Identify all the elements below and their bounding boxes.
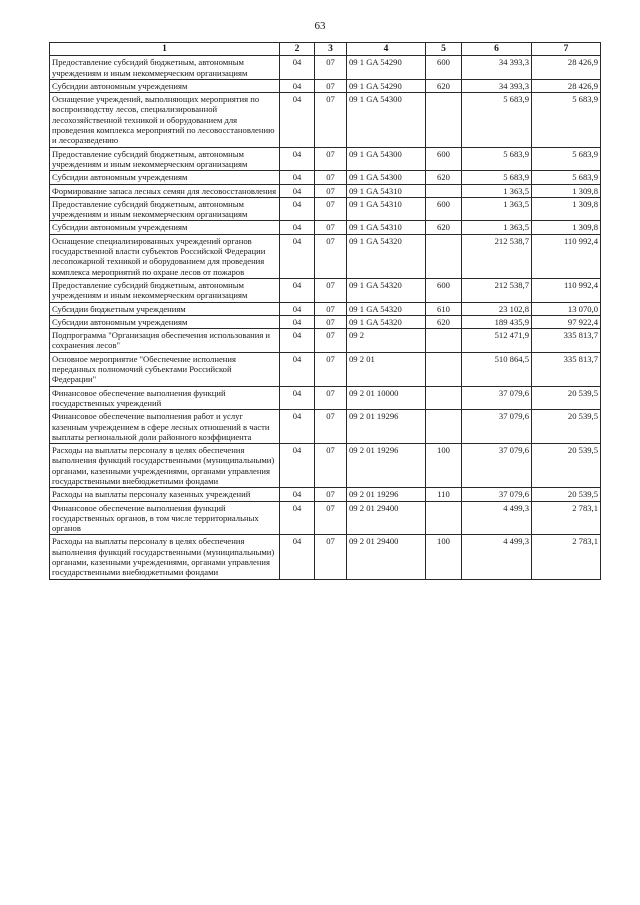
amount-executed: 13 070,0	[532, 302, 601, 315]
target-article-code: 09 2 01 29400	[347, 501, 426, 535]
row-name: Оснащение специализированных учреждений органов государственной власти субъектов Российской Федерации лесопожарной техникой и оборудованием для проведения комплекса мероприятий по охране лесов от пожаров	[50, 234, 280, 278]
row-name: Субсидии автономным учреждениям	[50, 315, 280, 328]
amount-planned: 189 435,9	[462, 315, 532, 328]
section-code: 04	[280, 488, 315, 501]
amount-planned: 5 683,9	[462, 171, 532, 184]
table-row	[50, 184, 601, 197]
column-header: 6	[462, 43, 532, 56]
amount-planned: 34 393,3	[462, 79, 532, 92]
subsection-code: 07	[315, 197, 347, 221]
amount-planned: 510 864,5	[462, 352, 532, 386]
table-row	[50, 329, 601, 353]
budget-table	[49, 42, 601, 580]
subsection-code: 07	[315, 315, 347, 328]
target-article-code: 09 2 01 29400	[347, 535, 426, 579]
table-row	[50, 352, 601, 386]
section-code: 04	[280, 386, 315, 410]
table-row	[50, 147, 601, 171]
amount-executed: 28 426,9	[532, 56, 601, 80]
row-name: Подпрограмма "Организация обеспечения использования и сохранения лесов"	[50, 329, 280, 353]
column-header: 7	[532, 43, 601, 56]
table-row	[50, 501, 601, 535]
subsection-code: 07	[315, 352, 347, 386]
subsection-code: 07	[315, 171, 347, 184]
expense-type-code	[426, 501, 462, 535]
target-article-code: 09 1 GA 54300	[347, 147, 426, 171]
expense-type-code: 600	[426, 278, 462, 302]
expense-type-code	[426, 184, 462, 197]
subsection-code: 07	[315, 386, 347, 410]
amount-planned: 1 363,5	[462, 197, 532, 221]
page-number: 63	[314, 20, 326, 32]
expense-type-code: 620	[426, 171, 462, 184]
table-row	[50, 171, 601, 184]
table-row	[50, 488, 601, 501]
table-row	[50, 79, 601, 92]
amount-planned: 5 683,9	[462, 147, 532, 171]
table-row	[50, 278, 601, 302]
expense-type-code: 110	[426, 488, 462, 501]
section-code: 04	[280, 184, 315, 197]
row-name: Субсидии бюджетным учреждениям	[50, 302, 280, 315]
amount-executed: 5 683,9	[532, 171, 601, 184]
amount-executed: 20 539,5	[532, 444, 601, 488]
section-code: 04	[280, 147, 315, 171]
table-row	[50, 410, 601, 444]
row-name: Субсидии автономным учреждениям	[50, 79, 280, 92]
column-header: 1	[50, 43, 280, 56]
row-name: Предоставление субсидий бюджетным, автономным учреждениям и иным некоммерческим организациям	[50, 56, 280, 80]
section-code: 04	[280, 329, 315, 353]
section-code: 04	[280, 197, 315, 221]
amount-executed: 20 539,5	[532, 488, 601, 501]
section-code: 04	[280, 410, 315, 444]
subsection-code: 07	[315, 79, 347, 92]
expense-type-code: 620	[426, 315, 462, 328]
subsection-code: 07	[315, 444, 347, 488]
row-name: Субсидии автономным учреждениям	[50, 171, 280, 184]
subsection-code: 07	[315, 184, 347, 197]
amount-executed: 97 922,4	[532, 315, 601, 328]
table-row	[50, 535, 601, 579]
row-name: Формирование запаса лесных семян для лесовосстановления	[50, 184, 280, 197]
amount-planned: 37 079,6	[462, 488, 532, 501]
target-article-code: 09 1 GA 54310	[347, 184, 426, 197]
target-article-code: 09 2 01	[347, 352, 426, 386]
subsection-code: 07	[315, 501, 347, 535]
table-row	[50, 56, 601, 80]
row-name: Расходы на выплаты персоналу в целях обеспечения выполнения функций государственными (муниципальными) органами, казенными учреждениями, органами управления государственными внебюджетными фондами	[50, 535, 280, 579]
amount-planned: 512 471,9	[462, 329, 532, 353]
table-row	[50, 444, 601, 488]
target-article-code: 09 1 GA 54320	[347, 278, 426, 302]
amount-executed: 1 309,8	[532, 197, 601, 221]
amount-executed: 335 813,7	[532, 352, 601, 386]
column-header: 5	[426, 43, 462, 56]
target-article-code: 09 2 01 19296	[347, 444, 426, 488]
target-article-code: 09 2 01 10000	[347, 386, 426, 410]
amount-planned: 4 499,3	[462, 535, 532, 579]
amount-executed: 5 683,9	[532, 147, 601, 171]
subsection-code: 07	[315, 278, 347, 302]
target-article-code: 09 1 GA 54310	[347, 197, 426, 221]
amount-planned: 1 363,5	[462, 184, 532, 197]
target-article-code: 09 1 GA 54300	[347, 93, 426, 147]
section-code: 04	[280, 352, 315, 386]
amount-executed: 110 992,4	[532, 278, 601, 302]
subsection-code: 07	[315, 147, 347, 171]
amount-planned: 212 538,7	[462, 278, 532, 302]
row-name: Оснащение учреждений, выполняющих мероприятия по воспроизводству лесов, специализированной лесохозяйственной техникой и оборудованием для проведения комплекса мероприятий по лесовосстановлению и лесоразведению	[50, 93, 280, 147]
amount-planned: 4 499,3	[462, 501, 532, 535]
expense-type-code	[426, 410, 462, 444]
subsection-code: 07	[315, 410, 347, 444]
target-article-code: 09 1 GA 54320	[347, 234, 426, 278]
table-row	[50, 234, 601, 278]
amount-planned: 37 079,6	[462, 410, 532, 444]
table-row	[50, 93, 601, 147]
expense-type-code	[426, 329, 462, 353]
row-name: Финансовое обеспечение выполнения функций государственных учреждений	[50, 386, 280, 410]
subsection-code: 07	[315, 488, 347, 501]
amount-executed: 335 813,7	[532, 329, 601, 353]
expense-type-code	[426, 386, 462, 410]
row-name: Основное мероприятие "Обеспечение исполнения переданных полномочий субъектами Российской Федерации"	[50, 352, 280, 386]
section-code: 04	[280, 278, 315, 302]
table-row	[50, 315, 601, 328]
target-article-code: 09 2 01 19296	[347, 410, 426, 444]
column-header: 2	[280, 43, 315, 56]
subsection-code: 07	[315, 302, 347, 315]
amount-planned: 37 079,6	[462, 444, 532, 488]
expense-type-code	[426, 352, 462, 386]
amount-planned: 212 538,7	[462, 234, 532, 278]
target-article-code: 09 1 GA 54320	[347, 315, 426, 328]
amount-planned: 34 393,3	[462, 56, 532, 80]
expense-type-code: 600	[426, 147, 462, 171]
row-name: Расходы на выплаты персоналу в целях обеспечения выполнения функций государственными (муниципальными) органами, казенными учреждениями, органами управления государственными внебюджетными фондами	[50, 444, 280, 488]
subsection-code: 07	[315, 535, 347, 579]
section-code: 04	[280, 79, 315, 92]
table-row	[50, 386, 601, 410]
amount-executed: 110 992,4	[532, 234, 601, 278]
table-row	[50, 197, 601, 221]
section-code: 04	[280, 501, 315, 535]
amount-planned: 1 363,5	[462, 221, 532, 234]
expense-type-code	[426, 234, 462, 278]
target-article-code: 09 1 GA 54290	[347, 79, 426, 92]
subsection-code: 07	[315, 56, 347, 80]
target-article-code: 09 1 GA 54310	[347, 221, 426, 234]
subsection-code: 07	[315, 93, 347, 147]
table-body	[50, 56, 601, 579]
row-name: Предоставление субсидий бюджетным, автономным учреждениям и иным некоммерческим организациям	[50, 197, 280, 221]
section-code: 04	[280, 535, 315, 579]
target-article-code: 09 2 01 19296	[347, 488, 426, 501]
expense-type-code	[426, 93, 462, 147]
target-article-code: 09 1 GA 54300	[347, 171, 426, 184]
column-header: 3	[315, 43, 347, 56]
row-name: Финансовое обеспечение выполнения работ и услуг казенным учреждением в сфере лесных отношений в части выплаты региональной доли районного коэффициента	[50, 410, 280, 444]
amount-executed: 1 309,8	[532, 221, 601, 234]
amount-executed: 20 539,5	[532, 386, 601, 410]
subsection-code: 07	[315, 329, 347, 353]
amount-executed: 20 539,5	[532, 410, 601, 444]
expense-type-code: 600	[426, 56, 462, 80]
amount-executed: 1 309,8	[532, 184, 601, 197]
section-code: 04	[280, 93, 315, 147]
section-code: 04	[280, 171, 315, 184]
section-code: 04	[280, 444, 315, 488]
section-code: 04	[280, 56, 315, 80]
expense-type-code: 620	[426, 79, 462, 92]
table-row	[50, 302, 601, 315]
row-name: Предоставление субсидий бюджетным, автономным учреждениям и иным некоммерческим организациям	[50, 278, 280, 302]
column-header: 4	[347, 43, 426, 56]
amount-executed: 5 683,9	[532, 93, 601, 147]
expense-type-code: 600	[426, 197, 462, 221]
amount-executed: 2 783,1	[532, 535, 601, 579]
expense-type-code: 620	[426, 221, 462, 234]
row-name: Финансовое обеспечение выполнения функций государственных органов, в том числе территориальных органов	[50, 501, 280, 535]
section-code: 04	[280, 315, 315, 328]
amount-planned: 5 683,9	[462, 93, 532, 147]
expense-type-code: 610	[426, 302, 462, 315]
section-code: 04	[280, 234, 315, 278]
section-code: 04	[280, 221, 315, 234]
amount-executed: 2 783,1	[532, 501, 601, 535]
expense-type-code: 100	[426, 535, 462, 579]
target-article-code: 09 2	[347, 329, 426, 353]
amount-planned: 23 102,8	[462, 302, 532, 315]
amount-planned: 37 079,6	[462, 386, 532, 410]
section-code: 04	[280, 302, 315, 315]
amount-executed: 28 426,9	[532, 79, 601, 92]
table-row	[50, 221, 601, 234]
expense-type-code: 100	[426, 444, 462, 488]
subsection-code: 07	[315, 234, 347, 278]
subsection-code: 07	[315, 221, 347, 234]
target-article-code: 09 1 GA 54320	[347, 302, 426, 315]
target-article-code: 09 1 GA 54290	[347, 56, 426, 80]
row-name: Расходы на выплаты персоналу казенных учреждений	[50, 488, 280, 501]
header-row	[50, 43, 601, 56]
row-name: Предоставление субсидий бюджетным, автономным учреждениям и иным некоммерческим организациям	[50, 147, 280, 171]
row-name: Субсидии автономным учреждениям	[50, 221, 280, 234]
